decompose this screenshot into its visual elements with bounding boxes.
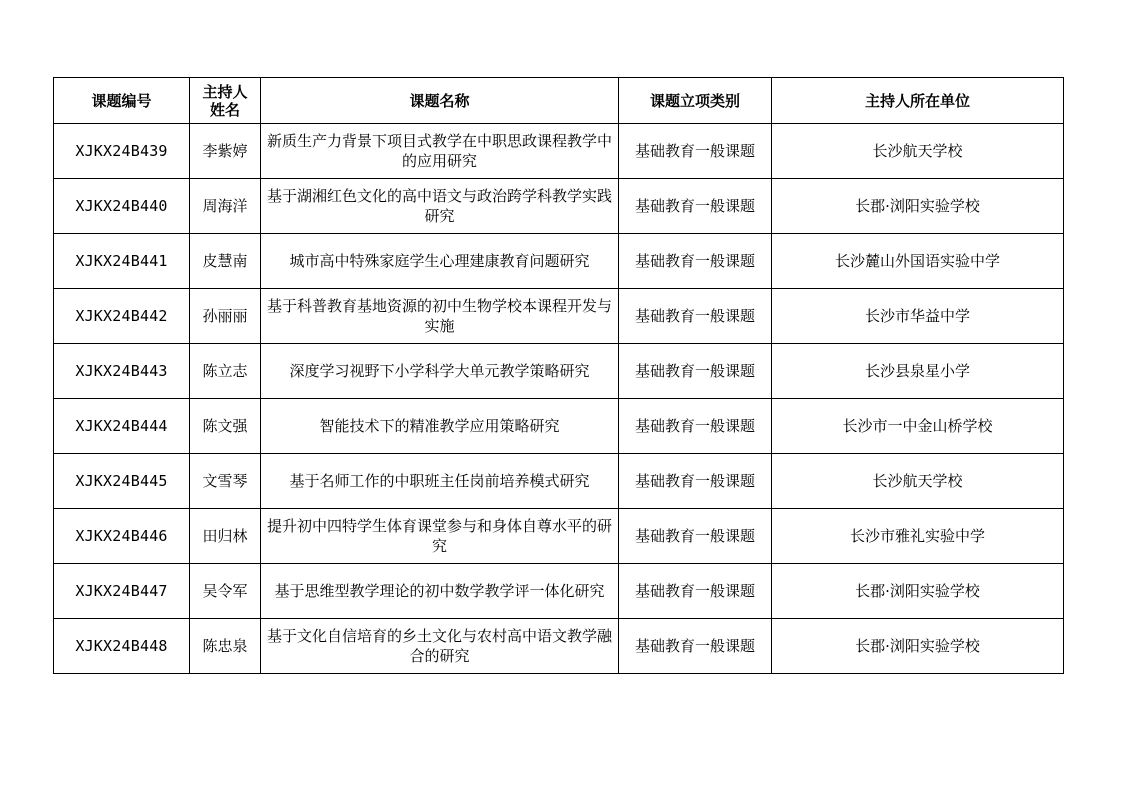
- cell-category: 基础教育一般课题: [619, 619, 772, 674]
- cell-category: 基础教育一般课题: [619, 289, 772, 344]
- cell-code: XJKX24B444: [54, 399, 190, 454]
- cell-code: XJKX24B441: [54, 234, 190, 289]
- cell-unit: 长沙市雅礼实验中学: [772, 509, 1064, 564]
- cell-category: 基础教育一般课题: [619, 124, 772, 179]
- cell-category: 基础教育一般课题: [619, 564, 772, 619]
- table-row: [54, 234, 1064, 289]
- cell-code: XJKX24B446: [54, 509, 190, 564]
- cell-code: XJKX24B445: [54, 454, 190, 509]
- cell-unit: 长沙县泉星小学: [772, 344, 1064, 399]
- cell-unit: 长沙市华益中学: [772, 289, 1064, 344]
- table-row: [54, 564, 1064, 619]
- cell-host: 皮慧南: [190, 234, 261, 289]
- table-row: [54, 124, 1064, 179]
- cell-title: 提升初中四特学生体育课堂参与和身体自尊水平的研究: [261, 509, 619, 564]
- table-row: [54, 179, 1064, 234]
- cell-code: XJKX24B447: [54, 564, 190, 619]
- header-host: 主持人姓名: [190, 78, 261, 124]
- cell-host: 陈立志: [190, 344, 261, 399]
- table-row: [54, 509, 1064, 564]
- cell-category: 基础教育一般课题: [619, 344, 772, 399]
- cell-host: 吴令军: [190, 564, 261, 619]
- header-unit: 主持人所在单位: [772, 78, 1064, 124]
- cell-code: XJKX24B442: [54, 289, 190, 344]
- cell-category: 基础教育一般课题: [619, 234, 772, 289]
- cell-title: 基于科普教育基地资源的初中生物学校本课程开发与实施: [261, 289, 619, 344]
- cell-host: 陈忠泉: [190, 619, 261, 674]
- cell-unit: 长郡·浏阳实验学校: [772, 564, 1064, 619]
- table-row: [54, 344, 1064, 399]
- table-row: [54, 454, 1064, 509]
- cell-category: 基础教育一般课题: [619, 509, 772, 564]
- cell-category: 基础教育一般课题: [619, 179, 772, 234]
- header-category: 课题立项类别: [619, 78, 772, 124]
- cell-code: XJKX24B443: [54, 344, 190, 399]
- cell-host: 文雪琴: [190, 454, 261, 509]
- cell-title: 基于湖湘红色文化的高中语文与政治跨学科教学实践研究: [261, 179, 619, 234]
- table-row: [54, 399, 1064, 454]
- header-row: [54, 78, 1064, 124]
- cell-host: 周海洋: [190, 179, 261, 234]
- cell-host: 孙丽丽: [190, 289, 261, 344]
- cell-host: 田归林: [190, 509, 261, 564]
- cell-title: 基于名师工作的中职班主任岗前培养模式研究: [261, 454, 619, 509]
- table-header: [54, 78, 1064, 124]
- header-title: 课题名称: [261, 78, 619, 124]
- cell-unit: 长郡·浏阳实验学校: [772, 179, 1064, 234]
- cell-category: 基础教育一般课题: [619, 454, 772, 509]
- table-body: [54, 124, 1064, 674]
- cell-title: 深度学习视野下小学科学大单元教学策略研究: [261, 344, 619, 399]
- cell-title: 新质生产力背景下项目式教学在中职思政课程教学中的应用研究: [261, 124, 619, 179]
- table-row: [54, 619, 1064, 674]
- table-row: [54, 289, 1064, 344]
- project-table: [53, 77, 1064, 674]
- cell-title: 城市高中特殊家庭学生心理建康教育问题研究: [261, 234, 619, 289]
- cell-title: 智能技术下的精准教学应用策略研究: [261, 399, 619, 454]
- cell-unit: 长沙麓山外国语实验中学: [772, 234, 1064, 289]
- cell-title: 基于文化自信培育的乡土文化与农村高中语文教学融合的研究: [261, 619, 619, 674]
- header-code: 课题编号: [54, 78, 190, 124]
- cell-host: 李紫婷: [190, 124, 261, 179]
- cell-title: 基于思维型教学理论的初中数学教学评一体化研究: [261, 564, 619, 619]
- cell-category: 基础教育一般课题: [619, 399, 772, 454]
- cell-host: 陈文强: [190, 399, 261, 454]
- cell-code: XJKX24B440: [54, 179, 190, 234]
- cell-code: XJKX24B448: [54, 619, 190, 674]
- cell-unit: 长沙航天学校: [772, 124, 1064, 179]
- cell-code: XJKX24B439: [54, 124, 190, 179]
- cell-unit: 长沙航天学校: [772, 454, 1064, 509]
- cell-unit: 长沙市一中金山桥学校: [772, 399, 1064, 454]
- cell-unit: 长郡·浏阳实验学校: [772, 619, 1064, 674]
